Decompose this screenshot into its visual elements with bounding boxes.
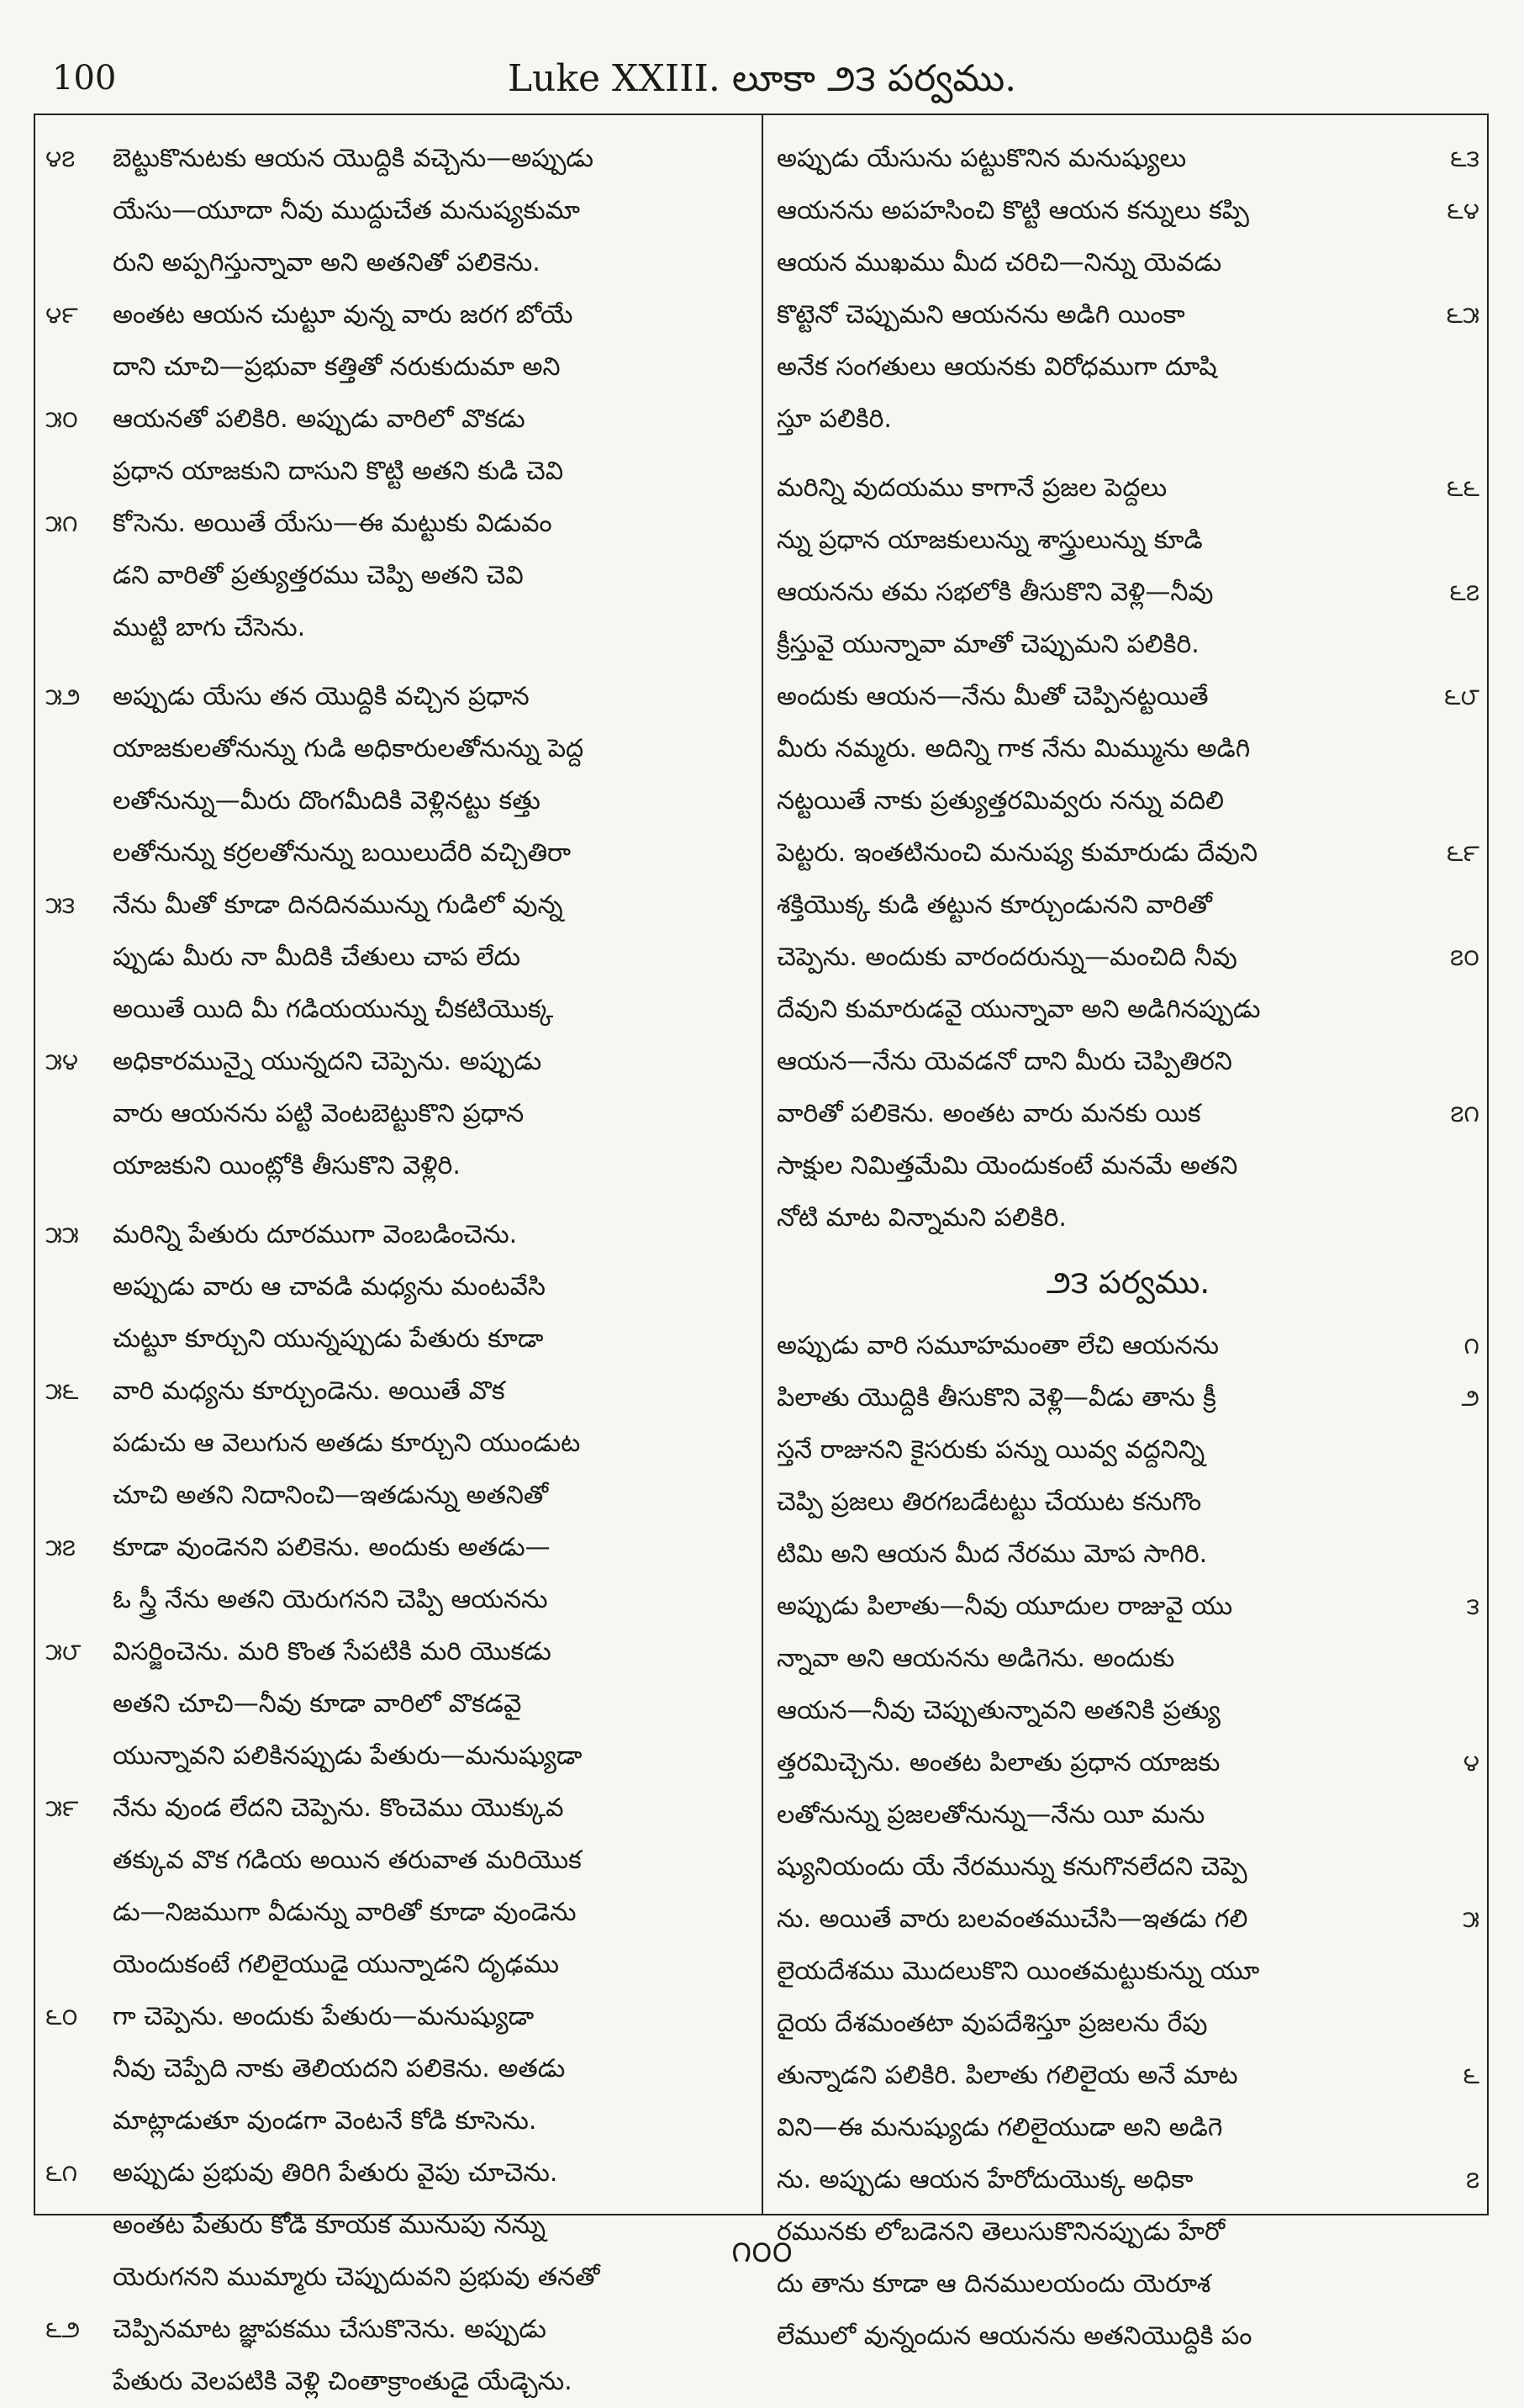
text-line <box>45 341 753 393</box>
text-line <box>777 2102 1479 2154</box>
verse-number: ౬౨ <box>45 2316 81 2343</box>
line-text: లతోనున్ను ప్రజలతోనున్ను—నేను యీ మను <box>777 1800 1205 1830</box>
text-line <box>777 1140 1479 1192</box>
line-text: స్తూ పలికిరి. <box>777 404 892 434</box>
verse-number: ౫౧ <box>45 510 78 537</box>
line-text: ఆయనను అపహసించి కొట్టి ఆయన కన్నులు కప్పి <box>777 196 1249 225</box>
line-text: దేవుని కుమారుడవై యున్నావా అని అడిగినప్పుడు <box>777 995 1261 1024</box>
text-line <box>45 2095 753 2147</box>
text-line <box>45 1209 753 1261</box>
line-text: కోసెను. అయితే యేసు—ఈ మట్టుకు విడువం <box>113 509 552 538</box>
text-line <box>45 879 753 932</box>
text-line <box>777 341 1479 393</box>
line-text: కొట్టెనో చెప్పుమని ఆయనను అడిగి యింకా <box>777 300 1185 330</box>
line-text: నీవు చెప్పేది నాకు తెలియదని పలికెను. అతడు <box>113 2054 566 2083</box>
verse-number: ౬౪ <box>1447 197 1479 224</box>
verse-number: ౫౩ <box>45 891 76 919</box>
line-text: ష్యునియందు యే నేరమున్ను కనుగొనలేదని చెప్పె <box>777 1852 1247 1882</box>
verse-number: ౫౭ <box>45 1534 76 1561</box>
text-line <box>45 237 753 289</box>
verse-number: ౪ <box>1463 1749 1479 1777</box>
page-header <box>34 34 1490 109</box>
text-line <box>45 1036 753 1088</box>
line-text: స్తనే రాజునని కైసరుకు పన్ను యివ్వ వద్దనిన్ని <box>777 1435 1205 1465</box>
line-text: కూడా వుండెనని పలికెను. అందుకు అతడు— <box>113 1533 551 1562</box>
line-text: చూచి అతని నిదానించి—ఇతడున్ను అతనితో <box>113 1481 549 1510</box>
line-text: నేను వుండ లేదని చెప్పెను. కొంచెము యొక్కువ <box>113 1793 564 1823</box>
line-text: తక్కువ వొక గడియ అయిన తరువాత మరియొక <box>113 1846 582 1875</box>
text-line <box>45 1261 753 1313</box>
text-line <box>777 775 1479 827</box>
text-line <box>777 827 1479 879</box>
line-text: క్రీస్తువై యున్నావా మాతో చెప్పుమని పలికిరి. <box>777 630 1200 659</box>
text-line <box>777 723 1479 775</box>
verse-number: ౬ <box>1463 2062 1479 2089</box>
right-column-bottom <box>777 1320 1479 2363</box>
text-line <box>777 567 1479 619</box>
line-text: అంతట ఆయన చుట్టూ వున్న వారు జరగ బోయే <box>113 300 573 330</box>
text-line <box>45 723 753 775</box>
line-text: చెప్పి ప్రజలు తిరగబడేటట్టు చేయుట కనుగొం <box>777 1487 1202 1517</box>
line-text: అప్పుడు వారు ఆ చావడి మధ్యను మంటవేసి <box>113 1272 546 1302</box>
verse-number: ౫౮ <box>45 1638 82 1666</box>
line-text: పెట్టరు. ఇంతటినుంచి మనుష్య కుమారుడు దేవుని <box>777 838 1258 868</box>
text-line <box>777 1088 1479 1140</box>
line-text: యాజకుని యింట్లోకి తీసుకొని వెళ్లిరి. <box>113 1151 461 1180</box>
line-text: సాక్షుల నిమిత్తమేమి యెందుకంటే మనమే అతని <box>777 1151 1238 1180</box>
text-line <box>777 2310 1479 2363</box>
line-text: దు తాను కూడా ఆ దినములయందు యెరూశ <box>777 2269 1211 2299</box>
verse-number: ౫ <box>1463 1905 1479 1933</box>
line-text: మీరు నమ్మరు. అదిన్ని గాక నేను మిమ్మును అడిగి <box>777 734 1251 763</box>
line-text: వారి మధ్యను కూర్చుండెను. అయితే వొక <box>113 1376 505 1406</box>
text-line <box>45 1626 753 1678</box>
text-line <box>45 984 753 1036</box>
verse-number: ౪౯ <box>45 301 78 329</box>
text-line <box>777 1529 1479 1581</box>
text-line <box>45 1522 753 1574</box>
line-text: ప్పుడు మీరు నా మీదికి చేతులు చాప లేదు <box>113 943 521 972</box>
verse-number: ౬౫ <box>1446 301 1479 329</box>
verse-number: ౫౦ <box>45 405 78 433</box>
verse-number: ౧ <box>1463 1332 1479 1360</box>
text-line <box>45 446 753 498</box>
chapter-heading: ౨౩ పర్వము. <box>1046 1264 1210 1301</box>
text-line <box>45 1782 753 1835</box>
line-text: త్తరమిచ్చెను. అంతట పిలాతు ప్రధాన యాజకు <box>777 1748 1221 1777</box>
verse-number: ౫౫ <box>45 1221 79 1249</box>
verse-number: ౬౬ <box>1446 474 1479 502</box>
text-line <box>45 289 753 341</box>
line-text: అధికారమున్నై యున్నదని చెప్పెను. అప్పుడు <box>113 1047 542 1076</box>
line-text: అనేక సంగతులు ఆయనకు విరోధముగా దూషి <box>777 352 1217 382</box>
text-line <box>777 1685 1479 1737</box>
line-text: ఆయన—నేను యెవడనో దాని మీరు చెప్పితిరని <box>777 1047 1232 1076</box>
text-line <box>777 879 1479 932</box>
text-line <box>777 237 1479 289</box>
text-line <box>777 1633 1479 1685</box>
line-text: దాని చూచి—ప్రభువా కత్తితో నరుకుదుమా అని <box>113 352 561 382</box>
line-text: యెందుకంటే గలిలైయుడై యున్నాడని దృఢము <box>113 1950 559 1979</box>
line-text: లైయదేశము మొదలుకొని యింతమట్టుకున్ను యూ <box>777 1956 1260 1986</box>
text-line <box>45 185 753 237</box>
line-text: అప్పుడు వారి సమూహమంతా లేచి ఆయనను <box>777 1331 1220 1360</box>
verse-number: ౫౬ <box>45 1377 79 1405</box>
text-line <box>777 1789 1479 1841</box>
text-line <box>45 1887 753 1939</box>
line-text: ఆయనను తమ సభలోకి తీసుకొని వెళ్లి—నీవు <box>777 578 1214 607</box>
text-line <box>777 185 1479 237</box>
text-line <box>45 498 753 550</box>
line-text: బెట్టుకొనుటకు ఆయన యొద్దికి వచ్చెను—అప్పుడు <box>113 144 593 173</box>
text-line <box>45 1678 753 1730</box>
verse-number: ౭ <box>1465 2166 1479 2194</box>
line-text: నేను మీతో కూడా దినదినమున్ను గుడిలో వున్న <box>113 890 563 920</box>
line-text: విసర్జించెను. మరి కొంత సేపటికి మరి యొకడు <box>113 1637 551 1666</box>
line-text: అప్పుడు యేసును పట్టుకొనిన మనుష్యులు <box>777 144 1187 173</box>
text-line <box>777 1320 1479 1372</box>
line-text: ఆయన—నీవు చెప్పుతున్నావని అతనికి ప్రత్యు <box>777 1696 1221 1725</box>
line-text: అంతట పేతురు కోడి కూయక మునుపు నన్ను <box>113 2210 546 2240</box>
line-text: మాట్లాడుతూ వుండగా వెంటనే కోడి కూసెను. <box>113 2106 537 2136</box>
line-text: లేములో వున్నందున ఆయనను అతనియొద్దికి పం <box>777 2321 1252 2351</box>
text-line <box>45 827 753 879</box>
line-text: అప్పుడు పిలాతు—నీవు యూదుల రాజువై యు <box>777 1592 1233 1621</box>
text-line <box>777 1737 1479 1789</box>
text-line <box>45 1939 753 1991</box>
text-line <box>45 393 753 446</box>
text-line <box>45 1991 753 2043</box>
paragraph-gap <box>777 446 1479 462</box>
text-line <box>777 1946 1479 1998</box>
line-text: డు—నిజముగా వీడున్ను వారితో కూడా వుండెను <box>113 1898 577 1927</box>
text-line <box>777 393 1479 446</box>
line-text: పిలాతు యొద్దికి తీసుకొని వెళ్లి—వీడు తాను క్రీ <box>777 1383 1216 1413</box>
text-line <box>45 2356 753 2408</box>
verse-number: ౪౭ <box>45 145 76 172</box>
text-line <box>777 1424 1479 1476</box>
page <box>34 34 1490 2396</box>
text-line <box>45 775 753 827</box>
verse-number: ౬౧ <box>45 2159 78 2187</box>
verse-number: ౨ <box>1461 1384 1479 1412</box>
line-text: మరిన్ని వుదయము కాగానే ప్రజల పెద్దలు <box>777 473 1168 503</box>
text-line <box>777 133 1479 185</box>
line-text: ముట్టి బాగు చేసెను. <box>113 613 306 642</box>
line-text: యెరుగనని ముమ్మారు చెప్పుదువని ప్రభువు తనతో <box>113 2263 600 2292</box>
line-text: చెప్పినమాట జ్ఞాపకము చేసుకొనెను. అప్పుడు <box>113 2315 546 2344</box>
verse-number: ౫౯ <box>45 1794 79 1822</box>
text-line <box>45 932 753 984</box>
line-text: న్నావా అని ఆయనను అడిగెను. అందుకు <box>777 1644 1175 1673</box>
line-text: పడుచు ఆ వెలుగున అతడు కూర్చుని యుండుట <box>113 1428 581 1458</box>
text-line <box>45 1418 753 1470</box>
text-line <box>777 671 1479 723</box>
line-text: ఓ స్త్రీ నేను అతని యెరుగనని చెప్పి ఆయనను <box>113 1585 548 1614</box>
text-line <box>777 1372 1479 1424</box>
verse-number: ౬౯ <box>1446 839 1479 867</box>
text-line <box>777 515 1479 567</box>
text-line <box>777 1036 1479 1088</box>
text-line <box>45 2304 753 2356</box>
verse-number: ౬౮ <box>1443 683 1479 710</box>
text-line <box>45 1088 753 1140</box>
verse-number: ౬౭ <box>1449 578 1479 606</box>
right-column-top <box>777 133 1479 1244</box>
verse-number: ౭౦ <box>1450 943 1479 971</box>
line-text: యున్నావని పలికినప్పుడు పేతురు—మనుష్యుడా <box>113 1741 583 1771</box>
text-line <box>45 1835 753 1887</box>
verse-number: ౫౨ <box>45 683 81 710</box>
text-line <box>777 984 1479 1036</box>
right-column <box>777 133 1479 2351</box>
text-line <box>45 1140 753 1192</box>
text-line <box>45 133 753 185</box>
line-text: టిమి అని ఆయన మీద నేరము మోప సాగిరి. <box>777 1539 1208 1569</box>
line-text: దైయ దేశమంతటా వుపదేశిస్తూ ప్రజలను రేపు <box>777 2009 1208 2038</box>
text-line <box>777 1893 1479 1946</box>
line-text: చెప్పెను. అందుకు వారందరున్ను—మంచిది నీవు <box>777 943 1237 972</box>
footer-page-number: ౧౦౦ <box>731 2235 793 2269</box>
line-text: రమునకు లోబడెనని తెలుసుకొనినప్పుడు హేరో <box>777 2217 1226 2247</box>
left-column <box>45 133 753 2396</box>
running-title: Luke XXIII. లూకా ౨౩ పర్వము. <box>507 57 1017 100</box>
line-text: లతోనున్ను కర్రలతోనున్ను బయిలుదేరి వచ్చితిరా <box>113 838 572 868</box>
line-text: గా చెప్పెను. అందుకు పేతురు—మనుష్యుడా <box>113 2002 535 2031</box>
text-line <box>45 2147 753 2199</box>
text-line <box>45 602 753 654</box>
line-text: పేతురు వెలపటికి వెళ్లి చింతాక్రాంతుడై యేడ్చెను. <box>113 2367 572 2396</box>
line-text: మరిన్ని పేతురు దూరముగా వెంబడించెను. <box>113 1220 518 1249</box>
paragraph-gap <box>45 1192 753 1209</box>
line-text: చుట్టూ కూర్చుని యున్నప్పుడు పేతురు కూడా <box>113 1324 544 1354</box>
verse-number: ౬౩ <box>1450 145 1479 172</box>
line-text: లతోనున్ను—మీరు దొంగమీదికి వెళ్లినట్టు కత్తు <box>113 786 541 816</box>
text-line <box>777 932 1479 984</box>
line-text: యేసు—యూదా నీవు ముద్దుచేత మనుష్యకుమా <box>113 196 581 225</box>
line-text: న్ను ప్రధాన యాజకులున్ను శాస్త్రులున్ను కూడి <box>777 525 1203 555</box>
text-line <box>777 1581 1479 1633</box>
verse-number: ౩ <box>1466 1592 1479 1620</box>
text-line <box>45 1313 753 1365</box>
line-text: తున్నాడని పలికిరి. పిలాతు గలిలైయ అనే మాట <box>777 2061 1238 2090</box>
text-line <box>45 1730 753 1782</box>
line-text: అతని చూచి—నీవు కూడా వారిలో వొకడవై <box>113 1689 522 1719</box>
text-line <box>777 462 1479 515</box>
verse-number: ౫౪ <box>45 1048 79 1075</box>
line-text: యాజకులతోనున్ను గుడి అధికారులతోనున్ను పెద్ద <box>113 734 584 763</box>
line-text: అందుకు ఆయన—నేను మీతో చెప్పినట్టయితే <box>777 682 1209 711</box>
line-text: శక్తియొక్క కుడి తట్టున కూర్చుండునని వారితో <box>777 890 1212 920</box>
line-text: ను. అయితే వారు బలవంతముచేసి—ఇతడు గలి <box>777 1904 1248 1934</box>
line-text: వారు ఆయనను పట్టి వెంటబెట్టుకొని ప్రధాన <box>113 1099 525 1128</box>
verse-number: ౭౧ <box>1450 1100 1479 1127</box>
line-text: ఆయనతో పలికిరి. అప్పుడు వారిలో వొకడు <box>113 404 525 434</box>
line-text: రుని అప్పగిస్తున్నావా అని అతనితో పలికెను. <box>113 248 541 277</box>
text-line <box>777 289 1479 341</box>
text-line <box>777 1998 1479 2050</box>
text-line <box>45 671 753 723</box>
paragraph-gap <box>45 654 753 671</box>
text-line <box>45 2043 753 2095</box>
text-line <box>45 1365 753 1418</box>
line-text: ను. అప్పుడు ఆయన హేరోదుయొక్క అధికా <box>777 2165 1194 2194</box>
verse-number: ౬౦ <box>45 2003 78 2030</box>
line-text: అప్పుడు యేసు తన యొద్దికి వచ్చిన ప్రధాన <box>113 682 530 711</box>
text-line <box>777 619 1479 671</box>
text-line <box>777 1841 1479 1893</box>
column-divider <box>762 114 763 2215</box>
text-line <box>777 2050 1479 2102</box>
text-line <box>45 550 753 602</box>
page-number: 100 <box>52 59 117 98</box>
text-line <box>777 2154 1479 2206</box>
line-text: నట్టయితే నాకు ప్రత్యుత్తరమివ్వరు నన్ను వదిలి <box>777 786 1225 816</box>
text-line <box>45 1574 753 1626</box>
line-text: విని—ఈ మనుష్యుడు గలిలైయుడా అని అడిగె <box>777 2113 1223 2142</box>
line-text: అయితే యిది మీ గడియయున్ను చీకటియొక్క <box>113 995 554 1024</box>
line-text: ప్రధాన యాజకుని దాసుని కొట్టి అతని కుడి చెవి <box>113 457 564 486</box>
text-line <box>45 1470 753 1522</box>
text-line <box>777 1192 1479 1244</box>
text-line <box>777 1476 1479 1529</box>
line-text: వారితో పలికెను. అంతట వారు మనకు యిక <box>777 1099 1201 1128</box>
line-text: ఆయన ముఖము మీద చరిచి—నిన్ను యెవడు <box>777 248 1222 277</box>
line-text: డని వారితో ప్రత్యుత్తరము చెప్పి అతని చెవి <box>113 561 524 590</box>
line-text: నోటి మాట విన్నామని పలికిరి. <box>777 1203 1067 1233</box>
line-text: అప్పుడు ప్రభువు తిరిగి పేతురు వైపు చూచెను. <box>113 2158 558 2188</box>
